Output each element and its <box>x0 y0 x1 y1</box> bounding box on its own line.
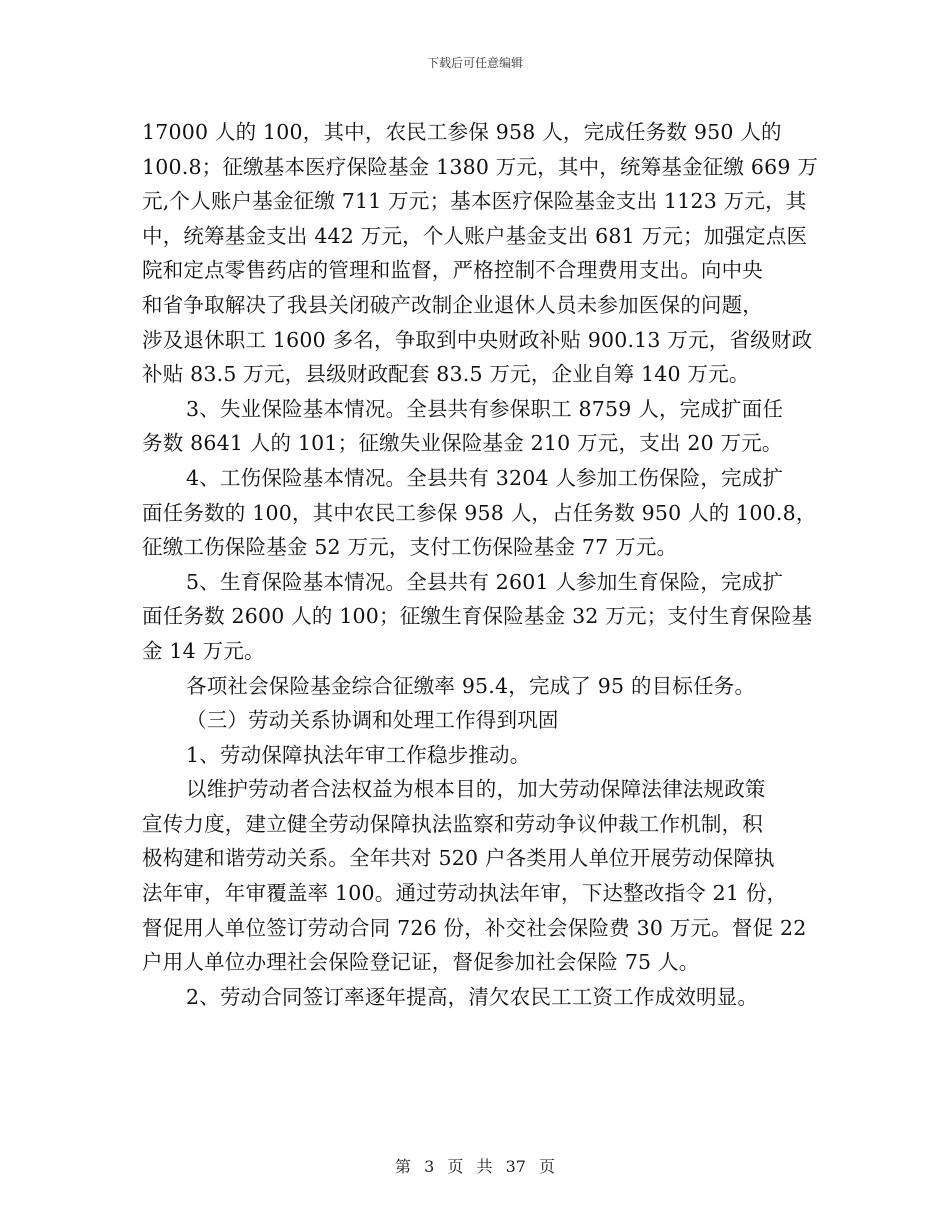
text-line: 元,个人账户基金征缴 711 万元；基本医疗保险基金支出 1123 万元，其 <box>142 189 807 214</box>
page-footer <box>0 1154 950 1177</box>
footer-label-ye: 页 <box>539 1157 556 1176</box>
paragraph-start-line: 3、失业保险基本情况。全县共有参保职工 8759 人，完成扩面任 <box>186 396 784 421</box>
text-line: 补贴 83.5 万元，县级财政配套 83.5 万元，企业自筹 140 万元。 <box>142 362 750 387</box>
page-header: 下载后可任意编辑 <box>426 56 523 70</box>
text-line: 极构建和谐劳动关系。全年共对 520 户各类用人单位开展劳动保障执 <box>142 846 775 871</box>
section-heading: （三）劳动关系协调和处理工作得到巩固 <box>186 708 559 733</box>
subsection-heading: 1、劳动保障执法年审工作稳步推动。 <box>186 742 531 767</box>
total-page-number: 37 <box>505 1157 526 1176</box>
text-line: 务数 8641 人的 101；征缴失业保险基金 210 万元，支出 20 万元。 <box>142 431 783 456</box>
text-line: 和省争取解决了我县关闭破产改制企业退休人员未参加医保的问题， <box>142 292 763 317</box>
footer-label-ye: 页 <box>447 1157 464 1176</box>
text-line: 中，统筹基金支出 442 万元，个人账户基金支出 681 万元；加强定点医 <box>142 223 808 248</box>
text-line: 金 14 万元。 <box>142 638 265 663</box>
paragraph-start-line: 以维护劳动者合法权益为根本目的，加大劳动保障法律法规政策 <box>186 777 766 802</box>
text-line: 督促用人单位签订劳动合同 726 份，补交社会保险费 30 万元。督促 22 <box>142 915 807 940</box>
current-page-number: 3 <box>424 1157 435 1176</box>
text-line: 面任务数 2600 人的 100；征缴生育保险基金 32 万元；支付生育保险基 <box>142 604 813 629</box>
paragraph-start-line: 5、生育保险基本情况。全县共有 2601 人参加生育保险，完成扩 <box>186 569 784 594</box>
paragraph-start-line: 4、工伤保险基本情况。全县共有 3204 人参加工伤保险，完成扩 <box>186 465 784 490</box>
footer-label-di: 第 <box>394 1157 411 1176</box>
text-line: 征缴工伤保险基金 52 万元，支付工伤保险基金 77 万元。 <box>142 535 678 560</box>
text-line: 院和定点零售药店的管理和监督，严格控制不合理费用支出。向中央 <box>142 258 763 283</box>
text-line: 涉及退休职工 1600 多名，争取到中央财政补贴 900.13 万元，省级财政 <box>142 327 813 352</box>
text-line: 法年审，年审覆盖率 100。通过劳动执法年审，下达整改指令 21 份， <box>142 881 788 906</box>
text-line: 面任务数的 100，其中农民工参保 958 人，占任务数 950 人的 100.8， <box>142 500 817 525</box>
document-body <box>142 115 819 1014</box>
text-line: 100.8；征缴基本医疗保险基金 1380 万元，其中，统筹基金征缴 669 万 <box>142 154 819 179</box>
footer-label-gong: 共 <box>476 1157 493 1176</box>
subsection-heading: 2、劳动合同签订率逐年提高，清欠农民工工资工作成效明显。 <box>186 984 759 1009</box>
text-line: 户用人单位办理社会保险登记证，督促参加社会保险 75 人。 <box>142 950 700 975</box>
paragraph-start-line: 各项社会保险基金综合征缴率 95.4，完成了 95 的目标任务。 <box>186 673 756 698</box>
text-line: 17000 人的 100，其中，农民工参保 958 人，完成任务数 950 人的 <box>142 120 782 144</box>
text-line: 宣传力度，建立健全劳动保障执法监察和劳动争议仲裁工作机制，积 <box>142 811 763 836</box>
